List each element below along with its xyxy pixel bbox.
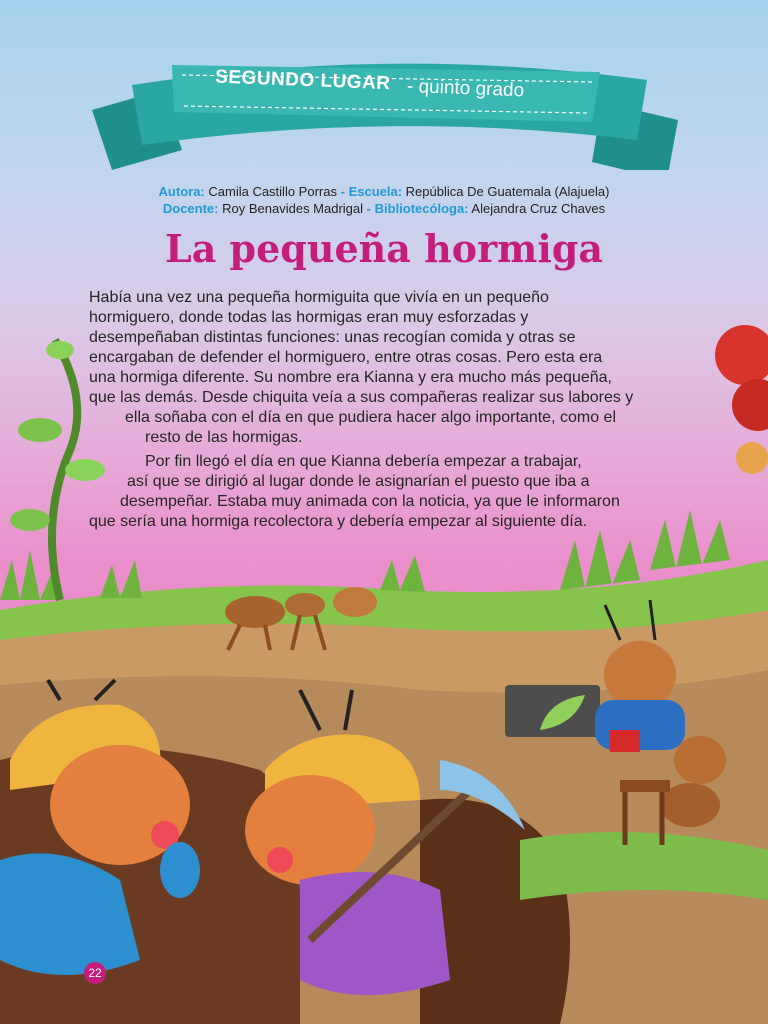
story-line: una hormiga diferente. Su nombre era Kianna y era mucho más pequeña, (89, 369, 612, 386)
ant-head (736, 442, 768, 474)
escuela-label: Escuela: (348, 184, 403, 199)
autora-label: Autora: (158, 184, 205, 199)
story-title: La pequeña hormiga (164, 226, 603, 271)
apple (715, 325, 768, 385)
docente-label: Docente: (162, 201, 219, 216)
bibliotecologa-label: Bibliotecóloga: (374, 201, 469, 216)
story-line: Había una vez una pequeña hormiguita que vivía en un pequeño (89, 289, 549, 306)
credits-line-2 (0, 201, 768, 216)
escuela-name: República De Guatemala (Alajuela) (405, 184, 610, 199)
credits-line-1 (0, 184, 768, 199)
story-line: que las demás. Desde chiquita veía a sus compañeras realizar sus labores y (89, 389, 634, 406)
story-line: así que se dirigió al lugar donde le asignarían el puesto que iba a (127, 473, 590, 490)
story-line: encargaban de defender el hormiguero, entre otras cosas. Pero esta era (89, 349, 603, 366)
autora-name: Camila Castillo Porras (208, 184, 337, 199)
story-line: Por fin llegó el día en que Kianna debería empezar a trabajar, (145, 453, 582, 470)
apple (732, 379, 768, 431)
story-line: que sería una hormiga recolectora y debería empezar al siguiente día. (89, 513, 588, 530)
story-line: hormiguero, donde todas las hormigas eran muy esforzadas y (89, 309, 529, 326)
leaf (10, 509, 50, 531)
separator: - (340, 184, 345, 199)
bibliotecologa-name: Alejandra Cruz Chaves (471, 201, 606, 216)
banner-grade: - quinto grado (406, 75, 525, 102)
banner-place: SEGUNDO LUGAR (214, 66, 391, 95)
docente-name: Roy Benavides Madrigal (222, 201, 364, 216)
story-line: ella soñaba con el día en que pudiera hacer algo importante, como el (125, 409, 616, 426)
leaf (18, 418, 62, 442)
separator: - (366, 201, 371, 216)
leaf (65, 459, 105, 481)
story-line: desempeñaban distintas funciones: unas recogían comida y otras se (89, 329, 576, 346)
story-line: resto de las hormigas. (145, 429, 303, 446)
page-number: 22 (84, 962, 106, 984)
leaf (46, 341, 74, 359)
story-line: desempeñar. Estaba muy animada con la noticia, ya que le informaron (120, 493, 620, 510)
